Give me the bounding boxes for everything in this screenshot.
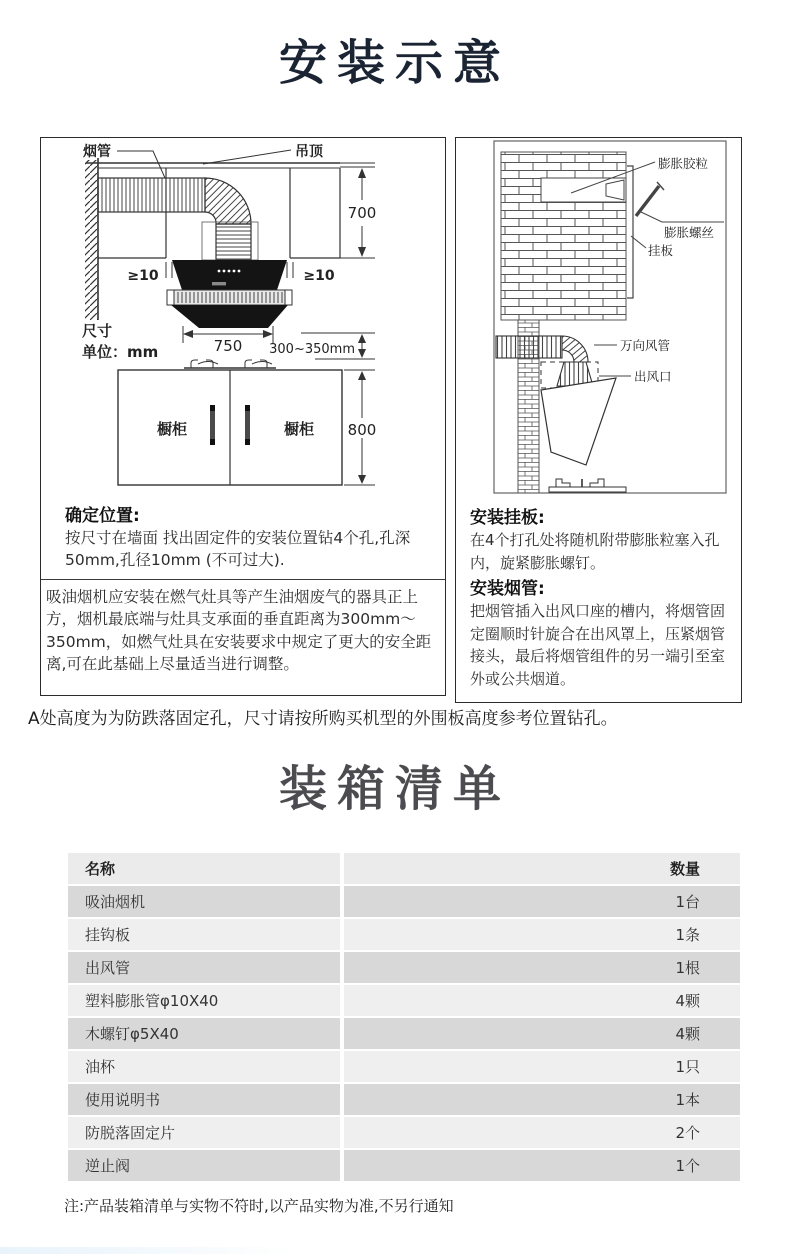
table-row xyxy=(68,1150,740,1181)
expansion-screw-label: 膨胀螺丝 xyxy=(664,225,715,240)
install-dimensions-panel xyxy=(40,137,446,696)
header-name: 名称 xyxy=(68,853,340,884)
gas-stove xyxy=(184,360,276,368)
table-row xyxy=(68,985,740,1016)
bottom-accent-bar xyxy=(0,1247,300,1254)
wall xyxy=(85,158,98,320)
position-section xyxy=(41,499,445,571)
gap-left-label: ≥10 xyxy=(127,268,159,284)
wall-mount-drawing xyxy=(456,138,740,495)
position-text: 按尺寸在墙面 找出固定件的安装位置钻4个孔,孔深50mm,孔径10mm (不可过大). xyxy=(65,529,411,569)
footer-disclaimer: 注:产品装箱清单与实物不符时,以产品实物为准,不另行通知 xyxy=(64,1197,454,1215)
brick-wall xyxy=(501,152,626,320)
item-qty: 1只 xyxy=(344,1051,740,1082)
header-qty: 数量 xyxy=(344,853,740,884)
size-caption-line2: 单位：mm xyxy=(82,343,159,361)
cabinet-left-label: 橱柜 xyxy=(156,420,188,438)
item-qty: 1个 xyxy=(344,1150,740,1181)
a-position-note: A处高度为为防跌落固定孔，尺寸请按所购买机型的外围板高度参考位置钻孔。 xyxy=(28,709,618,729)
dim-800-label: 800 xyxy=(347,421,377,439)
position-heading: 确定位置: xyxy=(65,506,140,526)
table-header-row xyxy=(68,853,740,884)
item-qty: 1本 xyxy=(344,1084,740,1115)
item-name: 木螺钉φ5X40 xyxy=(68,1018,340,1049)
item-name: 吸油烟机 xyxy=(68,886,340,917)
side-stove xyxy=(549,479,626,492)
item-qty: 4颗 xyxy=(344,985,740,1016)
safety-section xyxy=(41,586,445,676)
page-title-packing: 装箱清单 xyxy=(278,761,511,817)
range-hood xyxy=(167,260,292,328)
table-row xyxy=(68,1051,740,1082)
install-dimensions-drawing xyxy=(41,138,444,495)
dim-750-label: 750 xyxy=(213,337,243,355)
hang-heading: 安装挂板: xyxy=(470,508,545,528)
table-row xyxy=(68,919,740,950)
smoke-pipe-label: 烟管 xyxy=(83,144,111,160)
table-row xyxy=(68,886,740,917)
table-row xyxy=(68,1117,740,1148)
smoke-pipe-leader xyxy=(117,151,165,178)
item-name: 出风管 xyxy=(68,952,340,983)
hanging-plate-label: 挂板 xyxy=(648,243,674,258)
item-name: 使用说明书 xyxy=(68,1084,340,1115)
item-qty: 1台 xyxy=(344,886,740,917)
wall-mount-panel xyxy=(455,137,742,703)
ceiling-leader xyxy=(203,150,291,164)
cabinet-right-label: 橱柜 xyxy=(283,420,315,438)
pipe-text: 把烟管插入出风口座的槽内，将烟管固定圈顺时针旋合在出风罩上，压紧烟管接头，最后将烟管组件的另一端引至室外或公共烟道。 xyxy=(470,602,726,688)
item-qty: 2个 xyxy=(344,1117,740,1148)
pipe-heading: 安装烟管: xyxy=(470,579,545,599)
dim-300-350-label: 300~350mm xyxy=(269,342,355,357)
mount-instructions xyxy=(456,499,741,690)
item-qty: 1根 xyxy=(344,952,740,983)
safety-text: 吸油烟机应安装在燃气灶具等产生油烟废气的器具正上方，烟机最底端与灶具支承面的垂直距离为300mm～350mm，如燃气灶具在安装要求中规定了更大的安全距离,可在此基础上尽量适当进行调整。 xyxy=(46,588,432,674)
ceiling xyxy=(86,163,375,168)
universal-duct-label: 万向风管 xyxy=(620,338,671,353)
packing-list-table xyxy=(68,853,740,1183)
dim-700-label: 700 xyxy=(347,204,377,222)
hang-text: 在4个打孔处将随机附带膨胀粒塞入孔内，旋紧膨胀螺钉。 xyxy=(470,531,720,572)
item-name: 塑料膨胀管φ10X40 xyxy=(68,985,340,1016)
expansion-screw-leader xyxy=(641,212,724,222)
item-name: 挂钩板 xyxy=(68,919,340,950)
side-flex-duct xyxy=(496,336,598,388)
air-outlet-label: 出风口 xyxy=(634,369,672,384)
table-row xyxy=(68,1018,740,1049)
item-name: 油杯 xyxy=(68,1051,340,1082)
ceiling-label: 吊顶 xyxy=(295,144,323,160)
gap-right-label: ≥10 xyxy=(303,268,335,284)
flex-duct xyxy=(98,178,258,260)
page-title-install: 安装示意 xyxy=(278,35,511,91)
section-divider xyxy=(41,579,445,580)
table-row xyxy=(68,952,740,983)
item-qty: 4颗 xyxy=(344,1018,740,1049)
size-caption-line1: 尺寸 xyxy=(82,322,113,340)
expansion-plug-label: 膨胀胶粒 xyxy=(658,156,709,171)
item-name: 防脱落固定片 xyxy=(68,1117,340,1148)
hanging-plate xyxy=(627,166,664,298)
item-name: 逆止阀 xyxy=(68,1150,340,1181)
item-qty: 1条 xyxy=(344,919,740,950)
table-row xyxy=(68,1084,740,1115)
hood-side-profile xyxy=(541,378,616,465)
